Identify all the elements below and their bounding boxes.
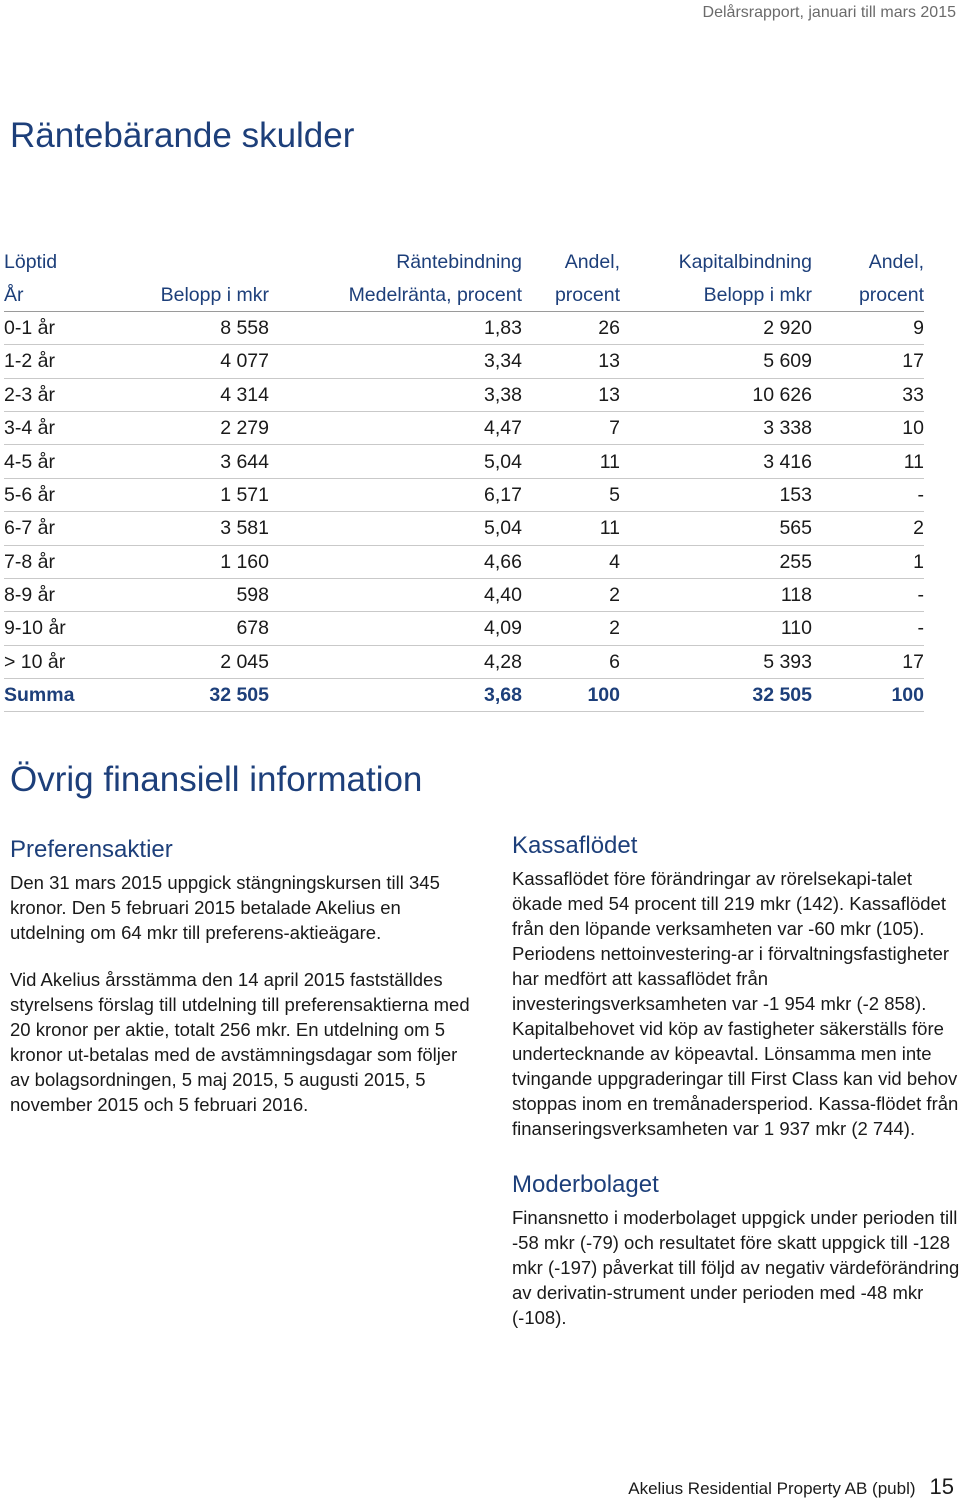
table-cell: 11 <box>812 445 924 478</box>
table-cell: 678 <box>99 612 269 645</box>
table-cell: 255 <box>620 545 812 578</box>
row-label-cell: Summa <box>4 679 99 712</box>
column-header: År <box>4 278 99 311</box>
table-row <box>4 478 924 511</box>
table-row <box>4 311 924 344</box>
table-cell: 13 <box>522 345 620 378</box>
column-header: procent <box>522 278 620 311</box>
table-row <box>4 445 924 478</box>
table-cell: - <box>812 578 924 611</box>
left-column <box>10 836 470 1117</box>
right-column <box>512 832 960 1330</box>
table-cell: 9 <box>812 311 924 344</box>
table-cell: - <box>812 612 924 645</box>
table-row <box>4 378 924 411</box>
row-label-cell: 0-1 år <box>4 311 99 344</box>
table-cell: 3,68 <box>269 679 522 712</box>
row-label-cell: 1-2 år <box>4 345 99 378</box>
row-label-cell: 5-6 år <box>4 478 99 511</box>
column-group-header <box>99 246 269 278</box>
column-group-header: Räntebindning <box>396 251 522 274</box>
table-cell: 10 <box>812 411 924 444</box>
table-row <box>4 411 924 444</box>
table-cell: 565 <box>620 512 812 545</box>
table-cell: 8 558 <box>99 311 269 344</box>
table-row <box>4 545 924 578</box>
table-cell: 2 <box>812 512 924 545</box>
row-label-cell: 3-4 år <box>4 411 99 444</box>
table-cell: 3,38 <box>269 378 522 411</box>
table-cell: - <box>812 478 924 511</box>
row-label-cell: 2-3 år <box>4 378 99 411</box>
column-group-header: Löptid <box>4 251 58 274</box>
table-cell: 1 571 <box>99 478 269 511</box>
table-row <box>4 645 924 678</box>
table-cell: 598 <box>99 578 269 611</box>
table-cell: 33 <box>812 378 924 411</box>
column-header: Belopp i mkr <box>99 278 269 311</box>
column-header: procent <box>812 278 924 311</box>
preferensaktier-paragraph-2: Vid Akelius årsstämma den 14 april 2015 fastställdes styrelsens förslag till utdelning till preferensaktierna med 20 kronor per aktie, totalt 256 mkr. En utdelning om 5 kronor ut-betalas med de avstämningsdagar som följer av bolagsordningen, 5 maj 2015, 5 augusti 2015, 5 november 2015 och 5 februari 2016. <box>10 969 470 1115</box>
moderbolaget-heading: Moderbolaget <box>512 1171 659 1198</box>
table-cell: 2 <box>522 578 620 611</box>
table-cell: 5 609 <box>620 345 812 378</box>
column-group-header: Kapitalbindning <box>678 251 812 274</box>
interest-bearing-debt-table <box>4 246 924 712</box>
table-cell: 3 416 <box>620 445 812 478</box>
row-label-cell: > 10 år <box>4 645 99 678</box>
table-cell: 3 581 <box>99 512 269 545</box>
table-cell: 4 077 <box>99 345 269 378</box>
table-cell: 5,04 <box>269 445 522 478</box>
table-row <box>4 612 924 645</box>
row-label-cell: 7-8 år <box>4 545 99 578</box>
footer-company: Akelius Residential Property AB (publ) <box>628 1479 916 1498</box>
page-footer <box>628 1474 954 1500</box>
table-cell: 10 626 <box>620 378 812 411</box>
table-cell: 4,66 <box>269 545 522 578</box>
kassaflodet-heading: Kassaflödet <box>512 832 638 859</box>
table-cell: 4,40 <box>269 578 522 611</box>
column-header: Belopp i mkr <box>620 278 812 311</box>
table-cell: 100 <box>522 679 620 712</box>
table-cell: 5 <box>522 478 620 511</box>
table-cell: 13 <box>522 378 620 411</box>
row-label-cell: 9-10 år <box>4 612 99 645</box>
table-row <box>4 345 924 378</box>
table-total-row <box>4 679 924 712</box>
table-cell: 118 <box>620 578 812 611</box>
table-cell: 153 <box>620 478 812 511</box>
table-cell: 1 160 <box>99 545 269 578</box>
table-cell: 3 644 <box>99 445 269 478</box>
table-cell: 17 <box>812 645 924 678</box>
table-cell: 3,34 <box>269 345 522 378</box>
table-cell: 6,17 <box>269 478 522 511</box>
table-cell: 32 505 <box>99 679 269 712</box>
moderbolaget-paragraph: Finansnetto i moderbolaget uppgick under perioden till -58 mkr (-79) och resultatet före skatt uppgick till -128 mkr (-197) påverkat till följd av negativ värdeförändring av derivatin-strument under perioden med -48 mkr (-108). <box>512 1207 960 1328</box>
row-label-cell: 4-5 år <box>4 445 99 478</box>
table-cell: 4,47 <box>269 411 522 444</box>
table-group-header-row <box>4 246 924 278</box>
page-title: Räntebärande skulder <box>10 116 355 155</box>
table-cell: 4,28 <box>269 645 522 678</box>
kassaflodet-paragraph: Kassaflödet före förändringar av rörelsekapi-talet ökade med 54 procent till 219 mkr (142). Kassaflödet från den löpande verksamheten var -60 mkr (105). Periodens nettoinvestering-ar i förvaltningsfastigheter har medfört att kassaflödet från investeringsverksamheten var -1 954 mkr (-2 858). Kapitalbehovet vid köp av fastigheter säkerställs före undertecknande av köpeavtal. Lönsamma men inte tvingande uppgraderingar till First Class kan vid behov stoppas inom en tremånadersperiod. Kassa-flödet från finanseringsverksamheten var 1 937 mkr (2 744). <box>512 868 959 1139</box>
table-row <box>4 512 924 545</box>
table-cell: 1,83 <box>269 311 522 344</box>
table-header-row <box>4 278 924 311</box>
table-cell: 5 393 <box>620 645 812 678</box>
table-cell: 4,09 <box>269 612 522 645</box>
table-cell: 2 279 <box>99 411 269 444</box>
table-cell: 4 314 <box>99 378 269 411</box>
table-cell: 5,04 <box>269 512 522 545</box>
table-cell: 4 <box>522 545 620 578</box>
column-group-header: Andel, <box>564 251 620 274</box>
column-group-header: Andel, <box>868 251 924 274</box>
table-cell: 1 <box>812 545 924 578</box>
table-cell: 110 <box>620 612 812 645</box>
row-label-cell: 8-9 år <box>4 578 99 611</box>
table-cell: 100 <box>812 679 924 712</box>
table-cell: 3 338 <box>620 411 812 444</box>
table-cell: 2 920 <box>620 311 812 344</box>
table-cell: 2 <box>522 612 620 645</box>
column-header: Medelränta, procent <box>269 278 522 311</box>
table-cell: 2 045 <box>99 645 269 678</box>
page-number: 15 <box>929 1474 954 1499</box>
table-cell: 17 <box>812 345 924 378</box>
running-header: Delårsrapport, januari till mars 2015 <box>702 4 956 21</box>
preferensaktier-heading: Preferensaktier <box>10 836 173 863</box>
table-cell: 6 <box>522 645 620 678</box>
table-cell: 7 <box>522 411 620 444</box>
table-cell: 11 <box>522 445 620 478</box>
section-title: Övrig finansiell information <box>10 760 423 799</box>
table-row <box>4 578 924 611</box>
row-label-cell: 6-7 år <box>4 512 99 545</box>
table-cell: 26 <box>522 311 620 344</box>
preferensaktier-paragraph-1: Den 31 mars 2015 uppgick stängningskursen till 345 kronor. Den 5 februari 2015 betalade Akelius en utdelning om 64 mkr till preferens-aktieägare. <box>10 872 440 943</box>
table-cell: 11 <box>522 512 620 545</box>
table-cell: 32 505 <box>620 679 812 712</box>
